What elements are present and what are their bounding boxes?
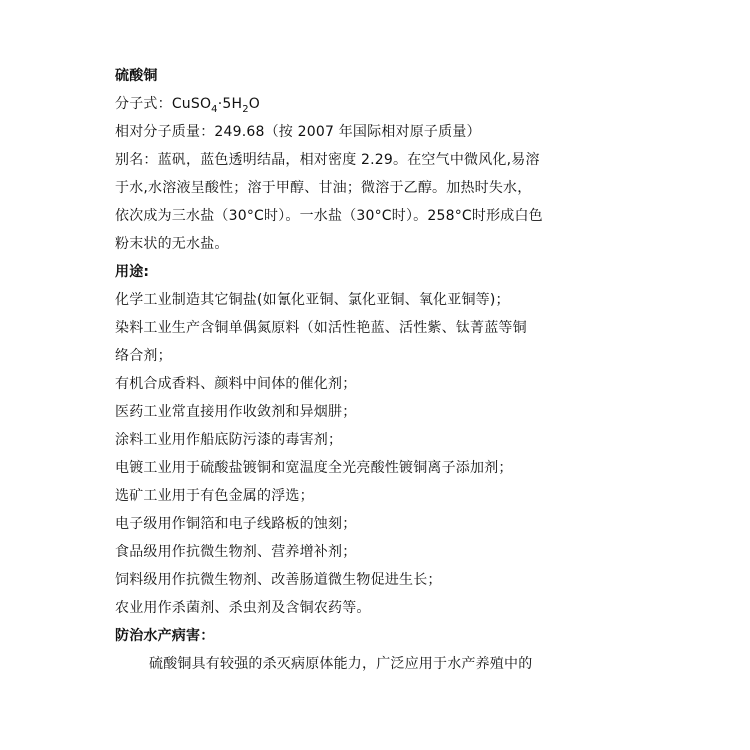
document-body bbox=[115, 62, 655, 678]
use-item: 食品级用作抗微生物剂、营养增补剂； bbox=[115, 544, 357, 560]
use-item: 涂料工业用作船底防污漆的毒害剂； bbox=[115, 432, 343, 448]
molar-mass: 相对分子质量：249.68（按 2007 年国际相对原子质量） bbox=[115, 124, 481, 140]
aquaculture-heading: 防治水产病害： bbox=[115, 628, 215, 644]
uses-heading: 用途: bbox=[115, 264, 150, 280]
description-line-2: 于水,水溶液呈酸性；溶于甲醇、甘油；微溶于乙醇。加热时失水， bbox=[115, 180, 532, 196]
formula-subscript-water: 2 bbox=[242, 103, 249, 115]
formula-label: 分子式： bbox=[115, 96, 172, 112]
aquaculture-paragraph: 硫酸铜具有较强的杀灭病原体能力，广泛应用于水产养殖中的 bbox=[149, 656, 533, 672]
use-item: 饲料级用作抗微生物剂、改善肠道微生物促进生长； bbox=[115, 572, 442, 588]
use-item: 电镀工业用于硫酸盐镀铜和宽温度全光亮酸性镀铜离子添加剂； bbox=[115, 460, 513, 476]
use-item: 有机合成香料、颜料中间体的催化剂； bbox=[115, 376, 357, 392]
use-item: 化学工业制造其它铜盐(如氰化亚铜、氯化亚铜、氧化亚铜等)； bbox=[115, 292, 510, 308]
formula-subscript-sulfate: 4 bbox=[211, 103, 218, 115]
formula-prefix: CuSO bbox=[171, 96, 212, 112]
use-item: 医药工业常直接用作收敛剂和异烟肼； bbox=[115, 404, 357, 420]
molecular-formula bbox=[115, 90, 655, 118]
use-item: 络合剂； bbox=[115, 348, 172, 364]
formula-suffix: O bbox=[248, 96, 261, 112]
use-item: 染料工业生产含铜单偶氮原料（如活性艳蓝、活性紫、钛菁蓝等铜 bbox=[115, 320, 527, 336]
description-line-3: 依次成为三水盐（30°C时）。一水盐（30°C时）。258°C时形成白色 bbox=[115, 208, 543, 224]
use-item: 电子级用作铜箔和电子线路板的蚀刻； bbox=[115, 516, 357, 532]
document-title: 硫酸铜 bbox=[115, 68, 158, 84]
description-line-4: 粉末状的无水盐。 bbox=[115, 236, 229, 252]
use-item: 选矿工业用于有色金属的浮选； bbox=[115, 488, 314, 504]
use-item: 农业用作杀菌剂、杀虫剂及含铜农药等。 bbox=[115, 600, 371, 616]
description-line-1: 别名：蓝矾，蓝色透明结晶，相对密度 2.29。在空气中微风化,易溶 bbox=[115, 152, 540, 168]
formula-hydrate: ·5H bbox=[217, 96, 243, 112]
